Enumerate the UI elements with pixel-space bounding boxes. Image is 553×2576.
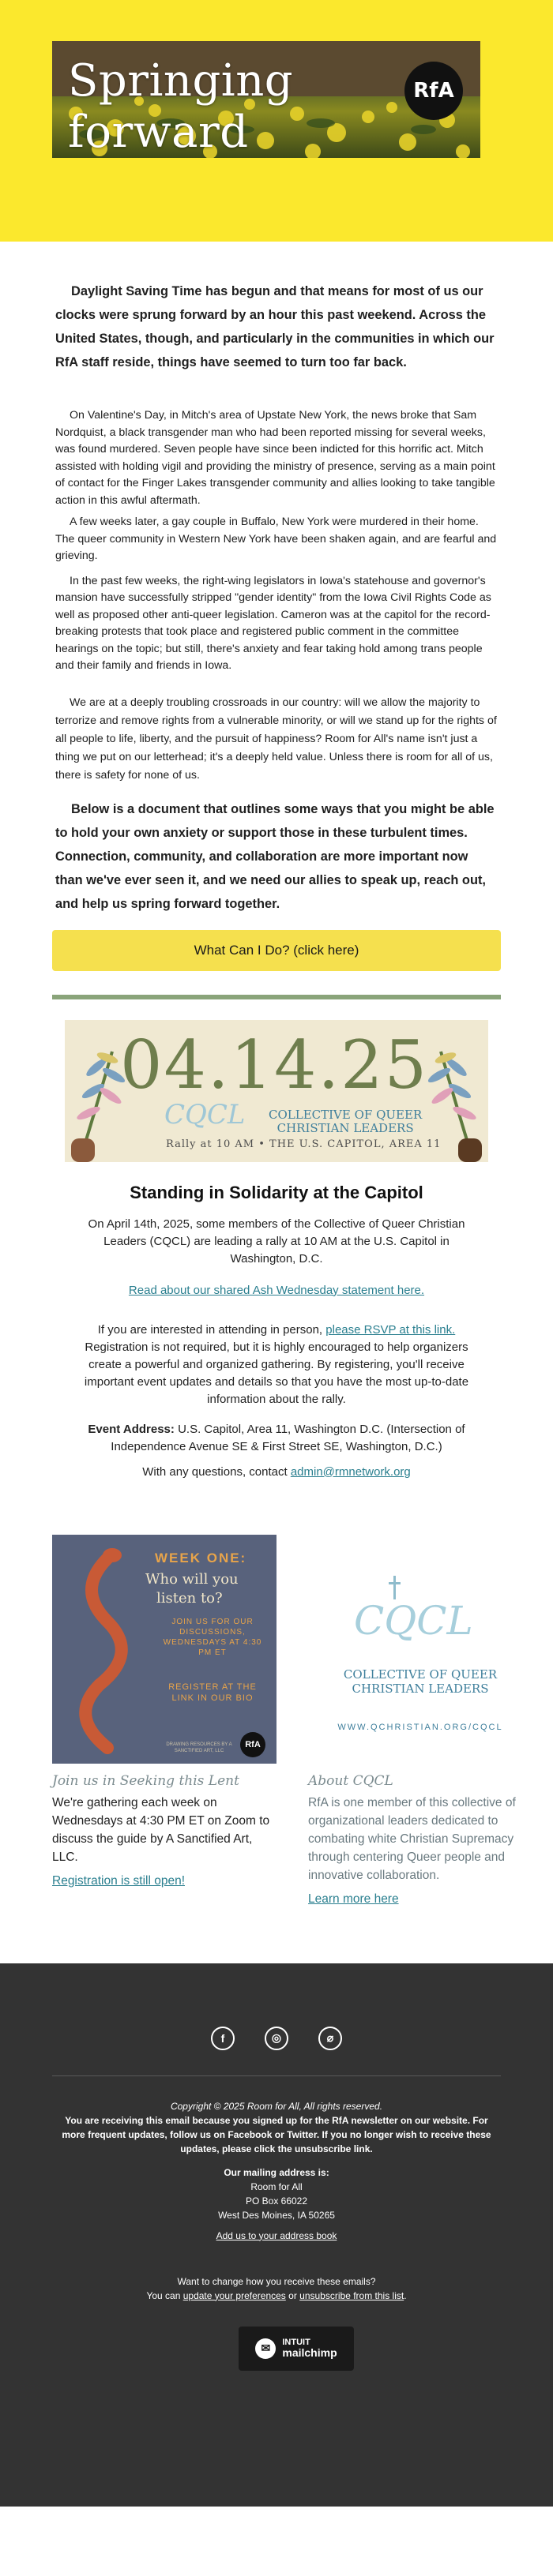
- cqcl-column: [308, 1535, 532, 1907]
- preferences-text-before: You can: [146, 2289, 183, 2301]
- mailchimp-wordmark: [282, 2338, 337, 2360]
- solidarity-intro: On April 14th, 2025, some members of the Collective of Queer Christian Leaders (CQCL) are leading a rally at 10 AM at the U.S. Capitol in Washington, D.C.: [88, 1217, 465, 1266]
- week-one-label: WEEK ONE:: [155, 1550, 247, 1565]
- cqcl-org-line-1: COLLECTIVE OF QUEER: [343, 1667, 498, 1682]
- two-column-section: [52, 1535, 516, 1907]
- preferences-row: [52, 2289, 501, 2303]
- unsubscribe-link[interactable]: unsubscribe from this list: [299, 2289, 404, 2301]
- event-address-value: U.S. Capitol, Area 11, Washington D.C. (Intersection of Independence Avenue SE & First Street SE, Washington, D.C.): [111, 1422, 465, 1453]
- paragraph-buffalo: A few weeks later, a gay couple in Buffalo, New York were murdered in their home. The queer community in Western New York have been shaken again, and are fearful and grieving.: [55, 516, 497, 562]
- rally-time-location: Rally at 10 AM • THE U.S. CAPITOL, AREA 11: [166, 1138, 442, 1150]
- mailing-address-label: Our mailing address is:: [224, 2166, 329, 2178]
- rsvp-link[interactable]: please RSVP at this link.: [325, 1322, 456, 1337]
- week-one-rfa-logo: RfA: [240, 1732, 265, 1757]
- mailing-address: Room for All PO Box 66022 West Des Moines, IA 50265: [218, 2180, 335, 2221]
- contact-text: With any questions, contact: [142, 1464, 291, 1479]
- event-address: [0, 1421, 553, 1456]
- rsvp-text-before: If you are interested in attending in person,: [97, 1322, 326, 1337]
- address-book-row: [52, 2229, 501, 2243]
- solidarity-title: Standing in Solidarity at the Capitol: [130, 1182, 423, 1202]
- hero-image: [52, 41, 480, 158]
- mailchimp-icon: ✉: [255, 2338, 276, 2359]
- what-can-i-do-button[interactable]: What Can I Do? (click here): [52, 930, 501, 971]
- cqcl-description: RfA is one member of this collective of organizational leaders dedicated to combating white Christian Supremacy through centering Queer people and innovative collaboration.: [308, 1795, 516, 1882]
- hero-title: Springing forward: [68, 55, 294, 158]
- update-preferences-link[interactable]: update your preferences: [182, 2289, 286, 2301]
- lent-caption: Join us in Seeking this Lent: [52, 1772, 239, 1789]
- week-one-register-text: REGISTER AT THE LINK IN OUR BIO: [168, 1682, 257, 1703]
- contact-line: [0, 1464, 553, 1481]
- header-band: [0, 0, 553, 242]
- cross-icon: [387, 1576, 403, 1599]
- week-one-image: [52, 1535, 276, 1764]
- mailchimp-line-2: mailchimp: [282, 2345, 337, 2359]
- rally-cqcl-mark: CQCL: [164, 1098, 246, 1131]
- rally-banner-image: [65, 1020, 488, 1162]
- paragraph-document: Below is a document that outlines some ways that you might be able to hold your own anxiety or support those in these turbulent times. Connection, community, and collaboration are more important now than we've ever seen it, and we need our allies to speak up, reach out, and help us spring forward together.: [55, 801, 495, 911]
- website-icon[interactable]: ⌀: [318, 2027, 342, 2050]
- social-links: [0, 2027, 553, 2050]
- rally-org-line-1: COLLECTIVE OF QUEER: [269, 1107, 423, 1122]
- footer: [0, 1963, 553, 2507]
- rally-date: 04.14.25: [120, 1026, 429, 1104]
- rsvp-paragraph: [0, 1322, 553, 1408]
- cqcl-logo-image: [308, 1535, 532, 1764]
- cqcl-mark: CQCL: [354, 1597, 473, 1644]
- preferences-text-after: .: [404, 2289, 407, 2301]
- lent-description: We're gathering each week on Wednesdays at 4:30 PM ET on Zoom to discuss the guide by A Sanctified Art, LLC.: [52, 1795, 270, 1864]
- week-one-question-2: listen to?: [156, 1589, 223, 1607]
- event-address-label: Event Address:: [88, 1422, 175, 1436]
- subscription-notice: You are receiving this email because you signed up for the RfA newsletter on our website. For more frequent updates, follow us on Facebook or Twitter. If you no longer wish to receive these updates, please click the unsubscribe link.: [62, 2114, 491, 2154]
- section-divider: [52, 995, 501, 999]
- paragraph-iowa: In the past few weeks, the right-wing legislators in Iowa's statehouse and governor's mansion have successfully stripped "gender identity" from the Iowa Civil Rights Code as well as proposed other anti-queer legislation. Cameron was at the capitol for the record-breaking protests that took place and registered public comment in the committee hearings on the topic; but still, there's anxiety and fear taking hold among trans people and their family and friends in Iowa.: [55, 574, 491, 672]
- mailchimp-line-1: INTUIT: [282, 2337, 310, 2347]
- change-prompt: Want to change how you receive these emails?: [177, 2275, 376, 2287]
- rsvp-text-after: Registration is not required, but it is highly encouraged to help organizers create a powerful and organized gathering. By registering, you'll receive important event updates and details so that you have the most up-to-date information about the rally.: [84, 1340, 469, 1406]
- preferences-text-middle: or: [285, 2289, 300, 2301]
- rally-org-line-2: CHRISTIAN LEADERS: [276, 1120, 414, 1135]
- mailchimp-badge[interactable]: [239, 2327, 354, 2371]
- instagram-icon[interactable]: ◎: [265, 2027, 288, 2050]
- intro-section: [0, 279, 553, 916]
- week-one-credit: DRAWING RESOURCES BY A SANCTIFIED ART, LLC: [166, 1742, 232, 1753]
- week-one-question-1: Who will you: [145, 1570, 239, 1588]
- rfa-logo: RfA: [404, 62, 463, 120]
- paragraph-crossroads: We are at a deeply troubling crossroads in our country: will we allow the majority to terrorize and remove rights from a vulnerable minority, or will we stand up for the rights of all people to life, liberty, and the pursuit of happiness? Room for All's name isn't just a thing we put on our letterhead; it's a deeply held value. Unless there is room for all of us, there is safety for none of us.: [55, 696, 497, 782]
- copyright: Copyright © 2025 Room for All, All rights reserved.: [170, 2100, 383, 2112]
- ash-wednesday-statement-link[interactable]: Read about our shared Ash Wednesday statement here.: [128, 1283, 425, 1297]
- facebook-icon[interactable]: f: [211, 2027, 235, 2050]
- learn-more-link[interactable]: Learn more here: [308, 1892, 399, 1906]
- contact-email-link[interactable]: admin@rmnetwork.org: [290, 1464, 411, 1479]
- week-one-join-text: JOIN US FOR OUR DISCUSSIONS, WEDNESDAYS AT 4:30 PM ET: [163, 1617, 262, 1657]
- statement-link-row: [0, 1282, 553, 1299]
- cqcl-url: WWW.QCHRISTIAN.ORG/CQCL: [337, 1722, 503, 1732]
- lent-column: [52, 1535, 276, 1907]
- paragraph-valentines: On Valentine's Day, in Mitch's area of Upstate New York, the news broke that Sam Nordquist, a black transgender man who had been reported missing for several weeks, was found murdered. Seven people have since been indicted for this horrific act. Mitch assisted with holding vigil and providing the ministry of presence, serving as a main point of contact for the Finger Lakes transgender community and allies looking to take tangible action in this awful aftermath.: [55, 409, 495, 507]
- registration-link[interactable]: Registration is still open!: [52, 1873, 185, 1888]
- cqcl-caption: About CQCL: [308, 1772, 393, 1789]
- address-book-link[interactable]: Add us to your address book: [216, 2229, 337, 2241]
- lede-paragraph: Daylight Saving Time has begun and that means for most of us our clocks were sprung forward by an hour this past weekend. Across the United States, though, and particularly in the communities in which our RfA staff reside, things have seemed to turn too far back.: [55, 284, 495, 369]
- rally-org-name: [269, 1108, 422, 1135]
- footer-divider: [52, 2075, 501, 2076]
- cqcl-org-line-2: CHRISTIAN LEADERS: [352, 1681, 489, 1696]
